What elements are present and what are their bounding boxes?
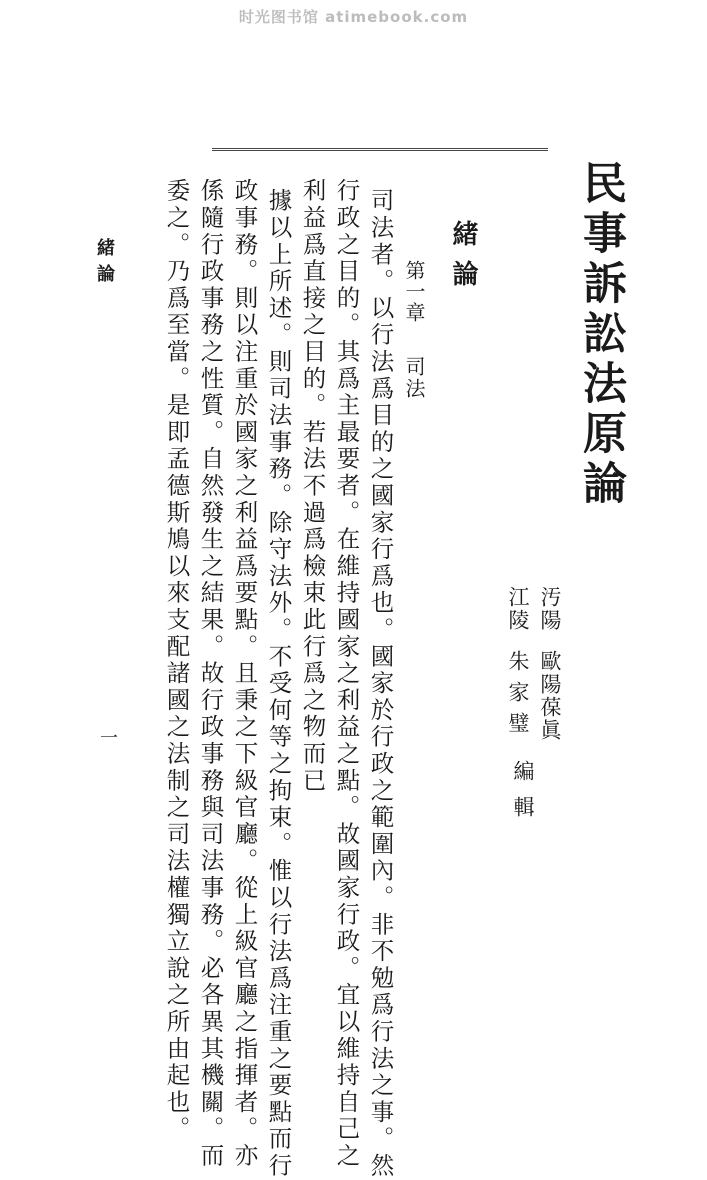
site-watermark: 时光图书馆 atimebook.com — [238, 8, 469, 26]
author-2-place: 江陵 — [506, 586, 530, 632]
page-number: 一 — [97, 728, 118, 746]
body-line-4: 據以上所述。則司法事務。除守法外。不受何等之拘束。惟以行法爲注重之要點而行 — [264, 188, 293, 1180]
editor-role-char-2: 輯 — [511, 796, 535, 819]
editor-role-char-1: 編 — [511, 760, 535, 783]
body-line-6: 係隨行政事務之性質。自然發生之結果。故行政事務與司法事務。必各異其機關。而 — [196, 178, 225, 1170]
author-1-name: 歐陽葆眞 — [538, 650, 562, 742]
body-line-2: 行政之目的。其爲主最要者。在維持國家之利益之點。故國家行政。宜以維持自己之 — [332, 178, 361, 1170]
author-2-name: 朱家璧 — [506, 650, 530, 743]
body-line-5: 政事務。則以注重於國家之利益爲要點。且秉之下級官廳。從上級官廳之指揮者。亦 — [230, 178, 259, 1170]
author-1-place: 汚陽 — [538, 586, 562, 632]
body-line-7: 委之。乃爲至當。是即孟德斯鳩以來支配諸國之法制之司法權獨立說之所由起也。 — [162, 178, 191, 1143]
running-head: 緒論 — [94, 238, 115, 290]
body-line-1: 司法者。以行法爲目的之國家行爲也。國家於行政之範圍內。非不勉爲行法之事。然 — [366, 188, 395, 1180]
section-name: 司法 — [402, 356, 426, 400]
body-line-3: 利益爲直接之目的。若法不過爲檢束此行爲之物而已 — [298, 178, 327, 795]
book-title: 民事訴訟法原論 — [575, 160, 626, 510]
section-number: 第一章 — [402, 260, 426, 323]
header-rule — [212, 148, 548, 151]
chapter-title: 緒論 — [448, 220, 478, 300]
